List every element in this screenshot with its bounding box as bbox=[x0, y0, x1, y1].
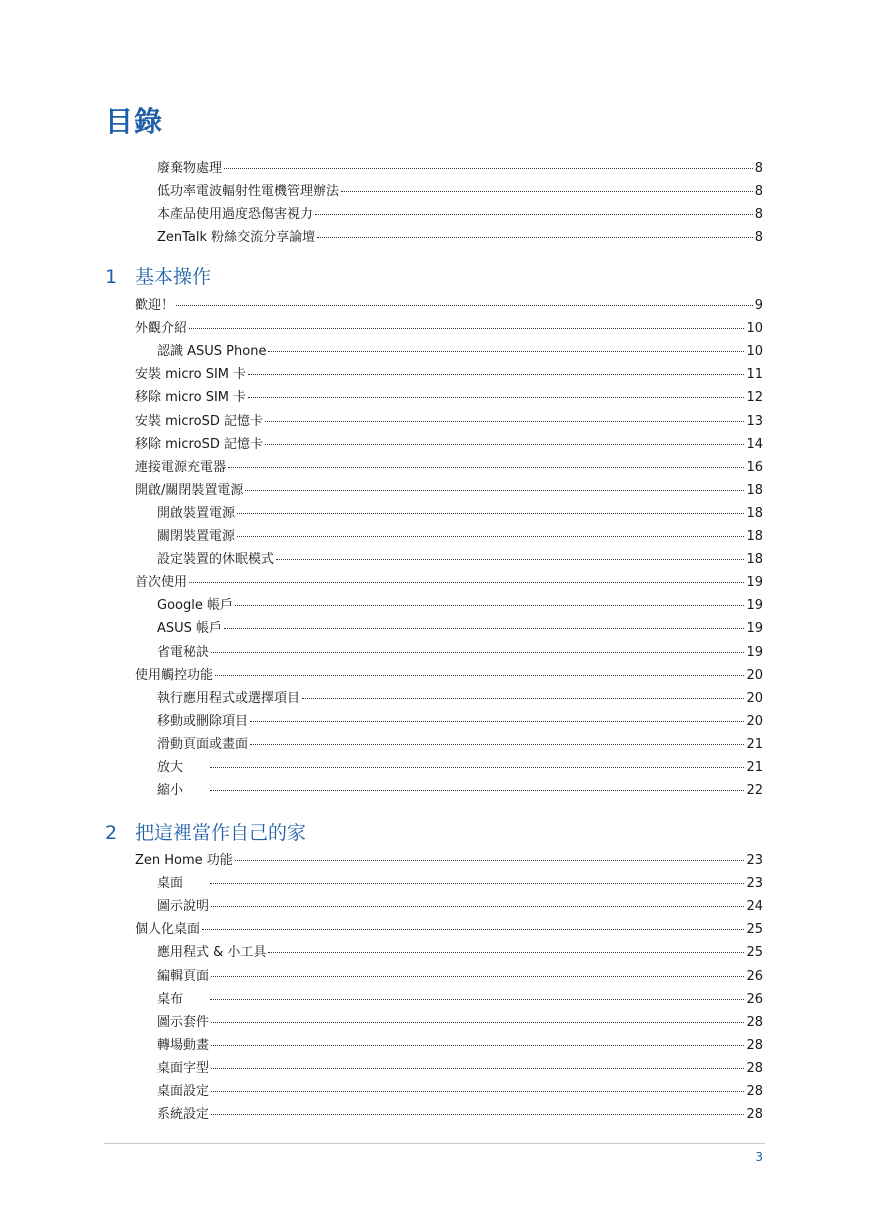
chapter-number: 2 bbox=[105, 822, 118, 844]
toc-dot-leader bbox=[302, 698, 744, 699]
toc-entry-label: 桌面字型 bbox=[157, 1060, 210, 1076]
toc-dot-leader bbox=[235, 860, 745, 861]
toc-entry-label: 本產品使用過度恐傷害視力 bbox=[157, 207, 314, 223]
toc-entry-page: 10 bbox=[746, 344, 763, 360]
toc-dot-leader bbox=[210, 883, 744, 884]
toc-entry[interactable] bbox=[157, 594, 763, 612]
toc-entry-label: 使用觸控功能 bbox=[135, 667, 214, 683]
toc-entry[interactable] bbox=[135, 571, 763, 589]
toc-entry[interactable] bbox=[157, 1103, 763, 1121]
toc-entry[interactable] bbox=[157, 1011, 763, 1029]
toc-entry-page: 20 bbox=[746, 690, 763, 706]
toc-dot-leader bbox=[268, 351, 744, 352]
toc-entry[interactable] bbox=[157, 226, 763, 244]
page-title: 目錄 bbox=[105, 105, 164, 138]
toc-dot-leader bbox=[211, 1045, 744, 1046]
toc-entry[interactable] bbox=[157, 710, 763, 728]
toc-entry-page: 8 bbox=[754, 230, 763, 246]
toc-dot-leader bbox=[211, 1022, 744, 1023]
toc-entry-label: 廢棄物處理 bbox=[157, 161, 223, 176]
toc-entry[interactable] bbox=[157, 895, 763, 913]
toc-entry[interactable] bbox=[157, 1034, 763, 1052]
toc-dot-leader bbox=[248, 397, 744, 398]
toc-dot-leader bbox=[176, 305, 753, 306]
toc-entry[interactable] bbox=[157, 617, 763, 635]
toc-entry-page: 14 bbox=[746, 436, 763, 452]
toc-entry-page: 8 bbox=[754, 184, 763, 200]
toc-dot-leader bbox=[237, 513, 744, 514]
toc-entry-label: 關閉裝置電源 bbox=[157, 529, 236, 544]
toc-entry-page: 21 bbox=[746, 760, 763, 775]
toc-entry-page: 12 bbox=[746, 390, 763, 406]
toc-entry-page: 18 bbox=[746, 552, 763, 568]
chapter-title: 基本操作 bbox=[135, 266, 212, 288]
toc-entry-page: 26 bbox=[746, 968, 763, 984]
toc-entry-label: 圖示套件 bbox=[157, 1014, 210, 1030]
toc-dot-leader bbox=[265, 444, 744, 445]
toc-entry[interactable] bbox=[135, 479, 763, 497]
toc-entry[interactable] bbox=[157, 157, 763, 175]
toc-entry-label: 滑動頁面或畫面 bbox=[157, 736, 249, 752]
toc-entry-page: 13 bbox=[746, 413, 763, 429]
toc-dot-leader bbox=[237, 536, 744, 537]
toc-entry[interactable] bbox=[157, 756, 763, 774]
toc-entry-page: 18 bbox=[746, 505, 763, 521]
toc-entry[interactable] bbox=[157, 525, 763, 543]
toc-entry[interactable] bbox=[157, 872, 763, 890]
toc-entry-label: 安裝 microSD 記憶卡 bbox=[135, 413, 263, 429]
toc-entry[interactable] bbox=[157, 965, 763, 983]
toc-entry-page: 25 bbox=[746, 922, 763, 938]
toc-dot-leader bbox=[202, 929, 744, 930]
toc-entry[interactable] bbox=[135, 317, 763, 335]
toc-entry-page: 28 bbox=[746, 1014, 763, 1030]
toc-entry-page: 28 bbox=[746, 1037, 763, 1053]
chapter-heading[interactable] bbox=[105, 262, 211, 289]
toc-entry-page: 18 bbox=[746, 482, 763, 498]
toc-dot-leader bbox=[268, 952, 744, 953]
toc-entry-label: 外觀介紹 bbox=[135, 321, 188, 337]
toc-entry[interactable] bbox=[135, 849, 763, 867]
toc-entry[interactable] bbox=[135, 456, 763, 474]
toc-dot-leader bbox=[228, 467, 744, 468]
toc-entry-page: 8 bbox=[754, 207, 763, 223]
toc-entry[interactable] bbox=[157, 1080, 763, 1098]
toc-entry-page: 21 bbox=[746, 736, 763, 752]
toc-entry-label: 執行應用程式或選擇項目 bbox=[157, 690, 301, 706]
toc-entry[interactable] bbox=[135, 664, 763, 682]
toc-dot-leader bbox=[276, 559, 744, 560]
toc-entry-label: 圖示說明 bbox=[157, 899, 210, 915]
toc-entry-page: 19 bbox=[746, 621, 763, 637]
toc-dot-leader bbox=[211, 1091, 744, 1092]
toc-entry-page: 11 bbox=[746, 367, 763, 383]
toc-entry-page: 8 bbox=[754, 161, 763, 176]
toc-entry-label: Google 帳戶 bbox=[157, 598, 233, 614]
footer-divider bbox=[104, 1143, 765, 1144]
toc-dot-leader bbox=[248, 374, 744, 375]
toc-dot-leader bbox=[189, 328, 744, 329]
toc-entry-page: 19 bbox=[746, 644, 763, 660]
toc-entry-label: 轉場動畫 bbox=[157, 1037, 210, 1053]
toc-entry[interactable] bbox=[135, 386, 763, 404]
toc-entry[interactable] bbox=[157, 340, 763, 358]
chapter-title: 把這裡當作自己的家 bbox=[135, 822, 307, 844]
toc-entry-page: 24 bbox=[746, 899, 763, 915]
toc-entry[interactable] bbox=[157, 988, 763, 1006]
toc-entry[interactable] bbox=[135, 433, 763, 451]
toc-entry-label: 安裝 micro SIM 卡 bbox=[135, 367, 247, 383]
toc-entry-label: 歡迎！ bbox=[135, 298, 175, 313]
toc-entry[interactable] bbox=[157, 779, 763, 797]
toc-entry-label: 桌面設定 bbox=[157, 1084, 210, 1099]
toc-entry-label: 認識 ASUS Phone bbox=[157, 344, 267, 360]
toc-dot-leader bbox=[245, 490, 744, 491]
toc-dot-leader bbox=[224, 628, 744, 629]
toc-entry-label: 首次使用 bbox=[135, 575, 188, 591]
toc-dot-leader bbox=[235, 605, 744, 606]
toc-dot-leader bbox=[211, 906, 744, 907]
toc-entry-label: Zen Home 功能 bbox=[135, 853, 233, 868]
toc-entry[interactable] bbox=[135, 410, 763, 428]
toc-entry-label: 開啟裝置電源 bbox=[157, 505, 236, 521]
toc-entry-label: ASUS 帳戶 bbox=[157, 621, 223, 637]
toc-entry-label: 應用程式 & 小工具 bbox=[157, 945, 267, 961]
toc-entry[interactable] bbox=[135, 294, 763, 312]
toc-entry-page: 18 bbox=[746, 529, 763, 544]
toc-entry-page: 25 bbox=[746, 945, 763, 961]
toc-dot-leader bbox=[341, 191, 753, 192]
toc-entry-label: 桌面 bbox=[157, 876, 184, 892]
toc-dot-leader bbox=[315, 214, 753, 215]
toc-dot-leader bbox=[211, 976, 744, 977]
toc-entry-page: 26 bbox=[746, 991, 763, 1007]
page-number: 3 bbox=[755, 1150, 763, 1164]
toc-entry-page: 20 bbox=[746, 667, 763, 683]
toc-entry[interactable] bbox=[157, 641, 763, 659]
toc-dot-leader bbox=[211, 1114, 744, 1115]
toc-entry-label: 低功率電波輻射性電機管理辦法 bbox=[157, 184, 340, 200]
toc-entry-label: 系統設定 bbox=[157, 1107, 210, 1123]
toc-entry-label: 省電秘訣 bbox=[157, 644, 210, 660]
toc-entry-page: 9 bbox=[754, 298, 763, 313]
toc-dot-leader bbox=[317, 237, 753, 238]
toc-entry[interactable] bbox=[157, 502, 763, 520]
toc-entry[interactable] bbox=[157, 1057, 763, 1075]
toc-entry[interactable] bbox=[157, 548, 763, 566]
toc-dot-leader bbox=[215, 675, 744, 676]
toc-entry[interactable] bbox=[157, 180, 763, 198]
toc-entry-label: 開啟/關閉裝置電源 bbox=[135, 482, 244, 498]
toc-entry-page: 28 bbox=[746, 1107, 763, 1123]
toc-entry-label: 縮小 bbox=[157, 783, 184, 799]
toc-entry-page: 28 bbox=[746, 1084, 763, 1099]
toc-entry-page: 20 bbox=[746, 713, 763, 729]
chapter-number: 1 bbox=[105, 266, 118, 288]
toc-dot-leader bbox=[211, 652, 744, 653]
toc-entry-page: 23 bbox=[746, 876, 763, 892]
toc-dot-leader bbox=[250, 721, 744, 722]
toc-entry-label: 移除 micro SIM 卡 bbox=[135, 390, 247, 406]
toc-dot-leader bbox=[265, 421, 744, 422]
toc-dot-leader bbox=[189, 582, 744, 583]
chapter-heading[interactable] bbox=[105, 818, 306, 845]
toc-entry[interactable] bbox=[135, 363, 763, 381]
toc-entry-label: 移動或刪除項目 bbox=[157, 713, 249, 729]
toc-entry-page: 28 bbox=[746, 1060, 763, 1076]
toc-entry[interactable] bbox=[157, 733, 763, 751]
toc-dot-leader bbox=[210, 999, 744, 1000]
toc-entry-label: 設定裝置的休眠模式 bbox=[157, 552, 275, 568]
toc-dot-leader bbox=[224, 168, 753, 169]
toc-entry-page: 10 bbox=[746, 321, 763, 337]
toc-entry[interactable] bbox=[157, 203, 763, 221]
toc-entry[interactable] bbox=[157, 687, 763, 705]
toc-entry-page: 16 bbox=[746, 459, 763, 475]
toc-entry-label: 編輯頁面 bbox=[157, 968, 210, 984]
toc-entry-label: 個人化桌面 bbox=[135, 922, 201, 938]
toc-entry[interactable] bbox=[157, 941, 763, 959]
toc-entry-page: 23 bbox=[746, 853, 763, 868]
toc-dot-leader bbox=[250, 744, 744, 745]
toc-entry-page: 19 bbox=[746, 598, 763, 614]
toc-entry-label: 桌布 bbox=[157, 991, 184, 1007]
toc-entry-page: 19 bbox=[746, 575, 763, 591]
toc-dot-leader bbox=[210, 790, 744, 791]
toc-entry-page: 22 bbox=[746, 783, 763, 799]
toc-entry[interactable] bbox=[135, 918, 763, 936]
toc-dot-leader bbox=[211, 1068, 744, 1069]
toc-entry-label: 放大 bbox=[157, 760, 184, 775]
toc-dot-leader bbox=[210, 767, 744, 768]
toc-entry-label: ZenTalk 粉絲交流分享論壇 bbox=[157, 230, 316, 246]
toc-entry-label: 移除 microSD 記憶卡 bbox=[135, 436, 263, 452]
toc-entry-label: 連接電源充電器 bbox=[135, 459, 227, 475]
